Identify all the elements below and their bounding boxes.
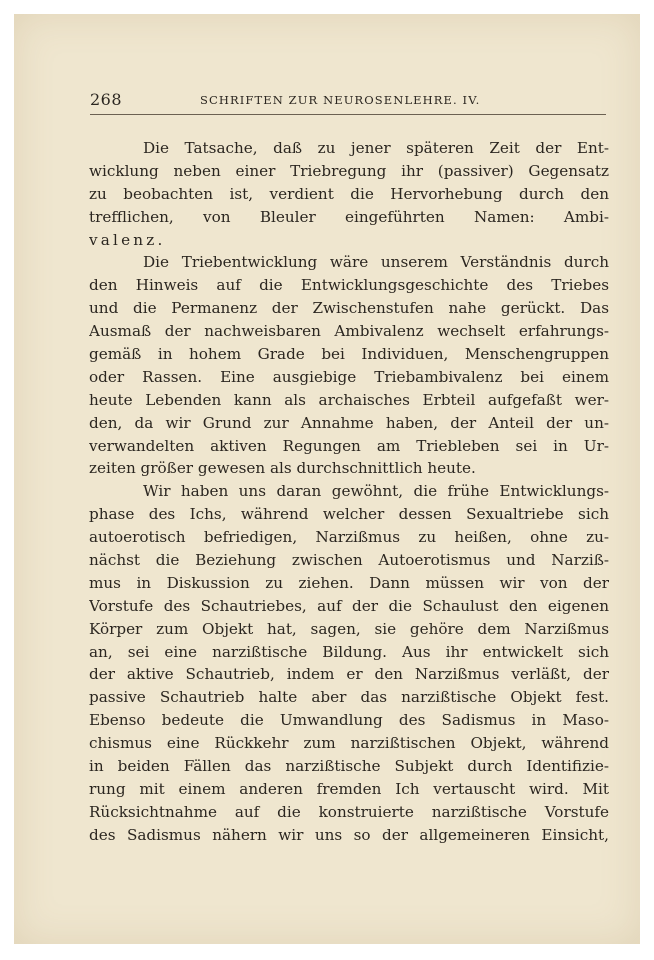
text-line: chismus eine Rückkehr zum narzißtischen Objekt, während [89,734,609,753]
text-line: mus in Diskussion zu ziehen. Dann müssen wir von der [89,573,609,592]
text-line: Ebenso bedeute die Umwandlung des Sadismus in Maso- [89,711,609,730]
text-line: rung mit einem anderen fremden Ich vertauscht wird. Mit [89,779,609,798]
text-line: den, da wir Grund zur Annahme haben, der Anteil der un- [89,413,609,432]
text-line: Vorstufe des Schautriebes, auf der die Schaulust den eigenen [89,596,609,615]
text-line: zu beobachten ist, verdient die Hervorhebung durch den [89,184,609,203]
text-line: gemäß in hohem Grade bei Individuen, Menschengruppen [89,345,609,364]
text-line: Die Triebentwicklung wäre unserem Verständnis durch [143,253,609,272]
text-line: Ausmaß der nachweisbaren Ambivalenz wechselt erfahrungs- [89,322,609,341]
text-line: passive Schautrieb halte aber das narzißtische Objekt fest. [89,688,609,707]
text-line: Rücksichtnahme auf die konstruierte narzißtische Vorstufe [89,802,609,821]
text-line: und die Permanenz der Zwischenstufen nahe gerückt. Das [89,299,609,318]
text-line: verwandelten aktiven Regungen am Triebleben sei in Ur- [89,436,609,455]
running-head: SCHRIFTEN ZUR NEUROSENLEHRE. IV. [200,93,481,107]
text-line: Körper zum Objekt hat, sagen, sie gehöre dem Narzißmus [89,619,609,638]
text-line: autoerotisch befriedigen, Narzißmus zu heißen, ohne zu- [89,528,609,547]
text-line: wicklung neben einer Triebregung ihr (passiver) Gegensatz [89,161,609,180]
text-line: heute Lebenden kann als archaisches Erbteil aufgefaßt wer- [89,390,609,409]
page-header [90,90,610,112]
text-line: des Sadismus nähern wir uns so der allgemeineren Einsicht, [89,825,609,844]
page-number: 268 [90,90,123,109]
text-line: den Hinweis auf die Entwicklungsgeschichte des Triebes [89,276,609,295]
text-line: in beiden Fällen das narzißtische Subjekt durch Identifizie- [89,757,609,776]
text-line: Wir haben uns daran gewöhnt, die frühe Entwicklungs- [143,482,609,501]
text-line: zeiten größer gewesen als durchschnittlich heute. [89,459,476,478]
text-line: Die Tatsache, daß zu jener späteren Zeit der Ent- [143,139,609,157]
header-rule [90,114,606,115]
text-line: trefflichen, von Bleuler eingeführten Namen: Ambi- [89,207,609,226]
book-page [14,14,640,944]
body-text [89,137,609,847]
text-line: nächst die Beziehung zwischen Autoerotismus und Narziß- [89,551,609,570]
text-line: phase des Ichs, während welcher dessen Sexualtriebe sich [89,505,609,524]
text-line: der aktive Schautrieb, indem er den Narzißmus verläßt, der [89,665,609,684]
text-line: an, sei eine narzißtische Bildung. Aus ihr entwickelt sich [89,642,609,661]
text-line: valenz. [89,230,166,249]
text-line: oder Rassen. Eine ausgiebige Triebambivalenz bei einem [89,367,609,386]
